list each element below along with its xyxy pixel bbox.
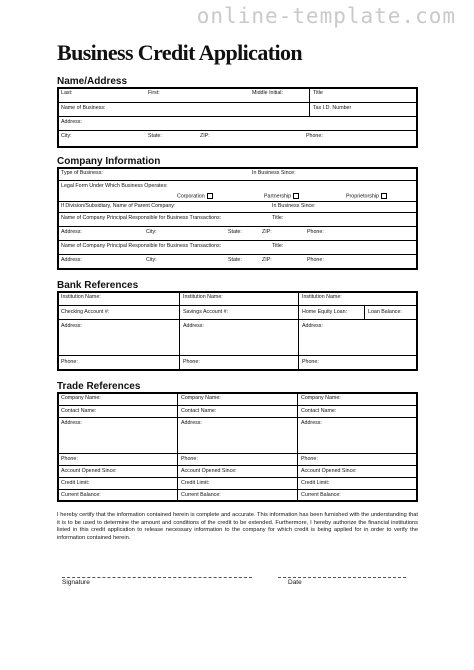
principal-1-address-field[interactable]: Address: [61,229,82,235]
trade-box [57,392,418,502]
principal-1-state-field[interactable]: State: [228,229,242,235]
watermark: online-template.com [196,4,456,28]
principal-2-zip-field[interactable]: ZIP: [262,257,272,263]
certification-text: I hereby certify that the information contained herein is complete and accurate. This information has been furnished with the understanding that it is to be used to determine the amount and conditions of the credit to be extended. Furthermore, I hereby authorize the financial institutions listed in this credit application to release necessary information to the company for which credit is being applied for in order to verify the information contained herein. [57,512,418,541]
bank-3-address-field[interactable]: Address: [302,323,323,329]
middle-initial-field[interactable]: Middle Initial: [252,90,283,96]
trade-3-address-field[interactable]: Address: [301,420,322,426]
corporation-option[interactable] [177,193,213,199]
trade-2-company-field[interactable]: Company Name: [181,395,221,401]
trade-2-address-field[interactable]: Address: [181,420,202,426]
address-field[interactable]: Address: [61,119,82,125]
bank-box [57,291,418,371]
trade-3-company-field[interactable]: Company Name: [301,395,341,401]
proprietorship-option[interactable] [346,193,387,199]
signature-label: Signature [62,579,90,586]
trade-1-phone-field[interactable]: Phone: [61,456,78,462]
trade-2-limit-field[interactable]: Credit Limit: [181,480,210,486]
trade-3-contact-field[interactable]: Contact Name: [301,408,337,414]
city-field[interactable]: City: [61,133,72,139]
principal-1-zip-field[interactable]: ZIP: [262,229,272,235]
loan-balance-field[interactable]: Loan Balance: [368,309,402,315]
trade-1-balance-field[interactable]: Current Balance: [61,492,101,498]
principal-2-address-field[interactable]: Address: [61,257,82,263]
savings-account-field[interactable]: Savings Account #: [183,309,229,315]
parent-company-field[interactable]: If Division/Subsidiary, Name of Parent Company: [61,203,176,209]
legal-form-label: Legal Form Under Which Business Operates: [61,183,168,189]
tax-id-field[interactable]: Tax I.D. Number [313,105,352,111]
bank-1-institution-field[interactable]: Institution Name: [61,294,101,300]
trade-1-opened-field[interactable]: Account Opened Since: [61,468,117,474]
section-heading-bank: Bank References [57,280,139,291]
trade-1-address-field[interactable]: Address: [61,420,82,426]
type-of-business-field[interactable]: Type of Business: [61,170,103,176]
first-name-field[interactable]: First: [148,90,160,96]
bank-1-phone-field[interactable]: Phone: [61,359,78,365]
principal-1-title-field[interactable]: Title: [272,215,284,221]
trade-2-balance-field[interactable]: Current Balance: [181,492,221,498]
section-heading-trade: Trade References [57,381,141,392]
principal-1-city-field[interactable]: City: [146,229,157,235]
principal-2-name-field[interactable]: Name of Company Principal Responsible for Business Transactions: [61,243,222,249]
trade-3-opened-field[interactable]: Account Opened Since: [301,468,357,474]
zip-field[interactable]: ZIP: [200,133,210,139]
signature-line[interactable] [62,577,252,578]
title-field[interactable]: Title [313,90,323,96]
trade-2-contact-field[interactable]: Contact Name: [181,408,217,414]
principal-2-state-field[interactable]: State: [228,257,242,263]
trade-3-phone-field[interactable]: Phone: [301,456,318,462]
principal-2-phone-field[interactable]: Phone: [307,257,324,263]
trade-2-phone-field[interactable]: Phone: [181,456,198,462]
name-address-box [57,87,418,148]
principal-1-phone-field[interactable]: Phone: [307,229,324,235]
proprietorship-checkbox[interactable] [381,193,387,199]
state-field[interactable]: State: [148,133,162,139]
partnership-checkbox[interactable] [293,193,299,199]
trade-1-limit-field[interactable]: Credit Limit: [61,480,90,486]
principal-2-title-field[interactable]: Title: [272,243,284,249]
last-name-field[interactable]: Last: [61,90,73,96]
section-heading-name-address: Name/Address [57,76,128,87]
checking-account-field[interactable]: Checking Account #: [61,309,110,315]
trade-3-limit-field[interactable]: Credit Limit: [301,480,330,486]
trade-1-company-field[interactable]: Company Name: [61,395,101,401]
trade-3-balance-field[interactable]: Current Balance: [301,492,341,498]
bank-3-institution-field[interactable]: Institution Name: [302,294,342,300]
date-label: Date [288,579,302,586]
bank-2-institution-field[interactable]: Institution Name: [183,294,223,300]
in-business-since-field[interactable]: In Business Since: [252,170,296,176]
corporation-checkbox[interactable] [207,193,213,199]
parent-in-business-since-field[interactable]: In Business Since: [272,203,316,209]
home-equity-loan-field[interactable]: Home Equity Loan: [302,309,348,315]
bank-2-address-field[interactable]: Address: [183,323,204,329]
page-title: Business Credit Application [57,40,303,65]
partnership-label: Partnership [264,193,292,200]
section-heading-company: Company Information [57,156,161,167]
corporation-label: Corporation [177,193,205,200]
principal-1-name-field[interactable]: Name of Company Principal Responsible for Business Transactions: [61,215,222,221]
trade-1-contact-field[interactable]: Contact Name: [61,408,97,414]
trade-2-opened-field[interactable]: Account Opened Since: [181,468,237,474]
phone-field[interactable]: Phone: [306,133,323,139]
bank-3-phone-field[interactable]: Phone: [302,359,319,365]
principal-2-city-field[interactable]: City: [146,257,157,263]
bank-1-address-field[interactable]: Address: [61,323,82,329]
date-line[interactable] [278,577,406,578]
bank-2-phone-field[interactable]: Phone: [183,359,200,365]
proprietorship-label: Proprietorship [346,193,379,200]
business-name-field[interactable]: Name of Business: [61,105,106,111]
partnership-option[interactable] [264,193,299,199]
